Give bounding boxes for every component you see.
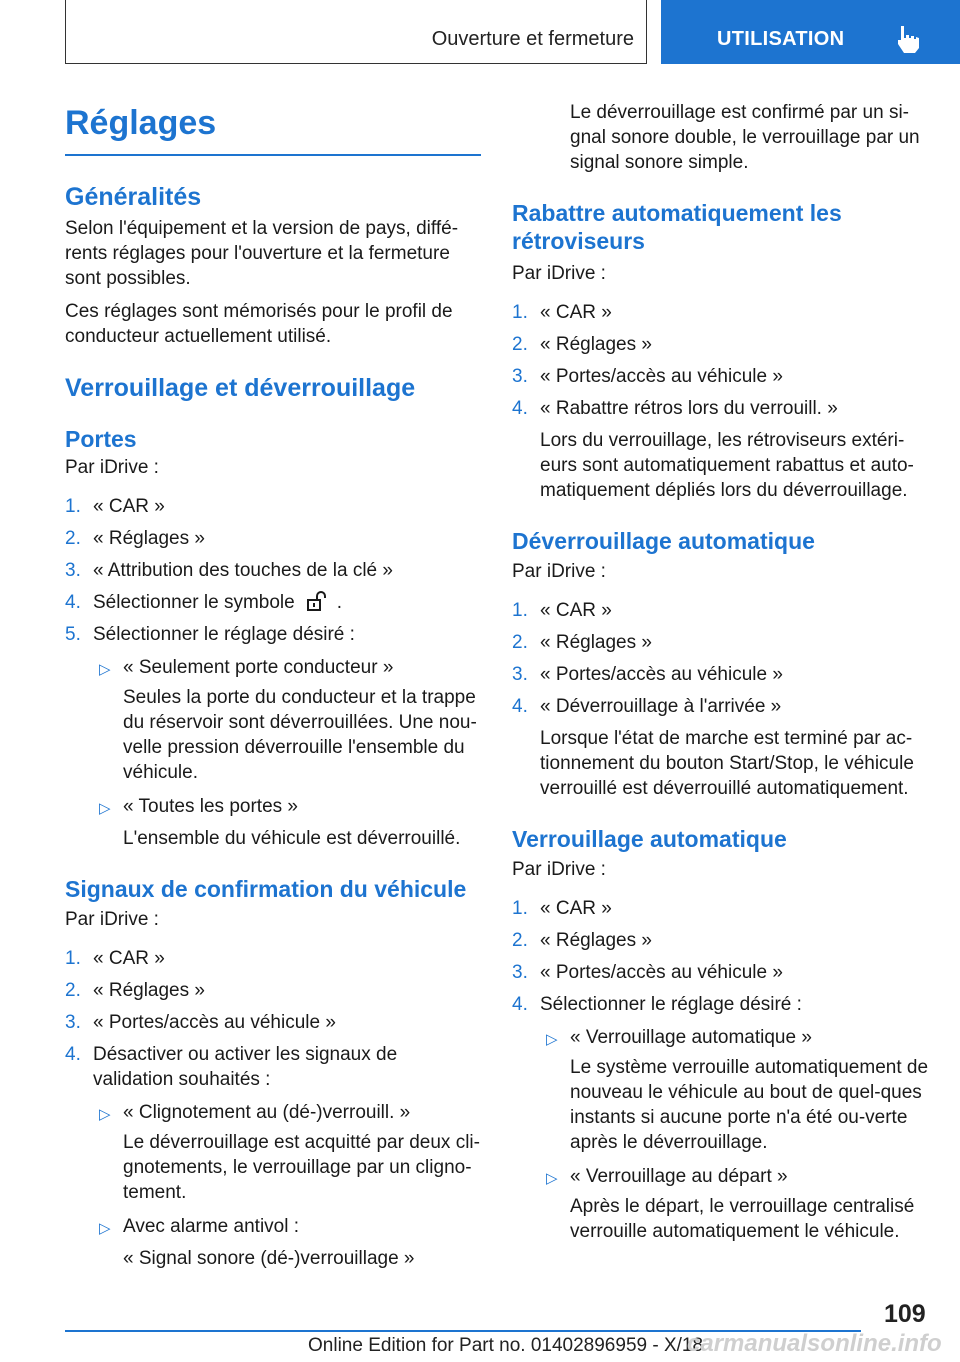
heading-general: Généralités bbox=[65, 183, 202, 211]
list-item: 4. Sélectionner le symbole . bbox=[65, 592, 342, 613]
list-item: 3. « Portes/accès au véhicule » bbox=[512, 664, 783, 685]
autounlock-intro: Par iDrive : bbox=[512, 561, 606, 582]
doors-intro: Par iDrive : bbox=[65, 457, 159, 478]
option-item: ▷ « Toutes les portes » bbox=[65, 794, 481, 819]
list-item: 3. « Portes/accès au véhicule » bbox=[512, 962, 783, 983]
header-chapter-tab[interactable] bbox=[661, 0, 960, 64]
heading-confirmation-signals: Signaux de confirmation du véhicule bbox=[65, 876, 467, 902]
list-item: 1. « CAR » bbox=[512, 898, 612, 919]
right-column bbox=[512, 100, 932, 1244]
list-item: 1. « CAR » bbox=[65, 948, 165, 969]
chapter-title: UTILISATION bbox=[717, 28, 845, 50]
option-item: ▷ « Seulement porte conducteur » bbox=[65, 655, 481, 680]
list-item: 3. « Attribution des touches de la clé » bbox=[65, 560, 393, 581]
heading-auto-unlock: Déverrouillage automatique bbox=[512, 528, 815, 554]
option-description: Après le départ, le verrouillage centralisé verrouille automatiquement le véhicule. bbox=[570, 1196, 915, 1242]
signals-continued: Le déverrouillage est confirmé par un si-gnal sonore double, le verrouillage par un signal sonore simple. bbox=[570, 102, 920, 173]
triangle-bullet-icon: ▷ bbox=[99, 800, 111, 817]
autolock-intro: Par iDrive : bbox=[512, 859, 606, 880]
general-paragraph-1: Selon l'équipement et la version de pays, diffé-rents réglages pour l'ouverture et la fermeture sont possibles. bbox=[65, 218, 459, 289]
option-description: Seules la porte du conducteur et la trappe du réservoir sont déverrouillées. Une nou-velle pression déverrouille l'ensemble du véhicule. bbox=[123, 687, 477, 783]
option-item: ▷ « Verrouillage automatique » bbox=[512, 1025, 932, 1050]
heading-auto-lock: Verrouillage automatique bbox=[512, 826, 787, 852]
list-item: 2. « Réglages » bbox=[65, 528, 205, 549]
option-item: ▷ Avec alarme antivol : bbox=[65, 1214, 481, 1239]
option-description: « Signal sonore (dé-)verrouillage » bbox=[123, 1248, 415, 1269]
triangle-bullet-icon: ▷ bbox=[99, 1220, 111, 1237]
section-title: Ouverture et fermeture bbox=[431, 28, 634, 50]
page-number: 109 bbox=[884, 1300, 926, 1328]
signals-intro: Par iDrive : bbox=[65, 909, 159, 930]
triangle-bullet-icon: ▷ bbox=[546, 1031, 558, 1048]
heading-mirrors: Rabattre automatiquement les rétroviseurs bbox=[512, 200, 842, 254]
option-description: L'ensemble du véhicule est déverrouillé. bbox=[123, 828, 461, 849]
list-item: 3. « Portes/accès au véhicule » bbox=[512, 366, 783, 387]
option-description: Le déverrouillage est acquitté par deux cli-gnotements, le verrouillage par un cligno-tement. bbox=[123, 1132, 480, 1203]
list-item: 2. « Réglages » bbox=[512, 930, 652, 951]
list-item: 5. Sélectionner le réglage désiré : bbox=[65, 624, 355, 645]
general-paragraph-2: Ces réglages sont mémorisés pour le profil de conducteur actuellement utilisé. bbox=[65, 301, 453, 347]
list-item: 1. « CAR » bbox=[512, 600, 612, 621]
pointing-hand-icon bbox=[895, 24, 921, 54]
triangle-bullet-icon: ▷ bbox=[99, 661, 111, 678]
mirrors-note: Lors du verrouillage, les rétroviseurs extéri-eurs sont automatiquement rabattus et auto-matiquement dépliés lors du déverrouillage. bbox=[540, 430, 914, 501]
triangle-bullet-icon: ▷ bbox=[546, 1170, 558, 1187]
header-section-box bbox=[65, 0, 647, 64]
list-item: 2. « Réglages » bbox=[512, 632, 652, 653]
option-item: ▷ « Clignotement au (dé-)verrouill. » bbox=[65, 1100, 481, 1125]
footer-edition: Online Edition for Part no. 01402896959 - X/18 bbox=[308, 1335, 704, 1356]
list-item: 1. « CAR » bbox=[65, 496, 165, 517]
list-item: 4. « Rabattre rétros lors du verrouill. » bbox=[512, 398, 838, 419]
list-item: 2. « Réglages » bbox=[512, 334, 652, 355]
list-item: 4. Sélectionner le réglage désiré : bbox=[512, 994, 802, 1015]
list-item: 4. Désactiver ou activer les signaux de validation souhaités : bbox=[65, 1044, 398, 1090]
mirrors-intro: Par iDrive : bbox=[512, 263, 606, 284]
option-description: Le système verrouille automatiquement de nouveau le véhicule au bout de quel-ques instants si aucune porte n'a été ou-verte après le déverrouillage. bbox=[570, 1057, 929, 1153]
heading-lock-unlock: Verrouillage et déverrouillage bbox=[65, 374, 416, 402]
list-item: 1. « CAR » bbox=[512, 302, 612, 323]
list-item: 2. « Réglages » bbox=[65, 980, 205, 1001]
heading-doors: Portes bbox=[65, 426, 137, 452]
triangle-bullet-icon: ▷ bbox=[99, 1106, 111, 1123]
list-item: 3. « Portes/accès au véhicule » bbox=[65, 1012, 336, 1033]
autounlock-note: Lorsque l'état de marche est terminé par ac-tionnement du bouton Start/Stop, le véhicule verrouillé est déverrouillé automatiquement. bbox=[540, 728, 914, 799]
left-column bbox=[65, 100, 481, 1271]
page-title: Réglages bbox=[65, 100, 481, 156]
watermark: carmanualsonline.info bbox=[687, 1330, 942, 1357]
list-item: 4. « Déverrouillage à l'arrivée » bbox=[512, 696, 782, 717]
option-item: ▷ « Verrouillage au départ » bbox=[512, 1164, 932, 1189]
unlock-icon bbox=[305, 590, 327, 612]
